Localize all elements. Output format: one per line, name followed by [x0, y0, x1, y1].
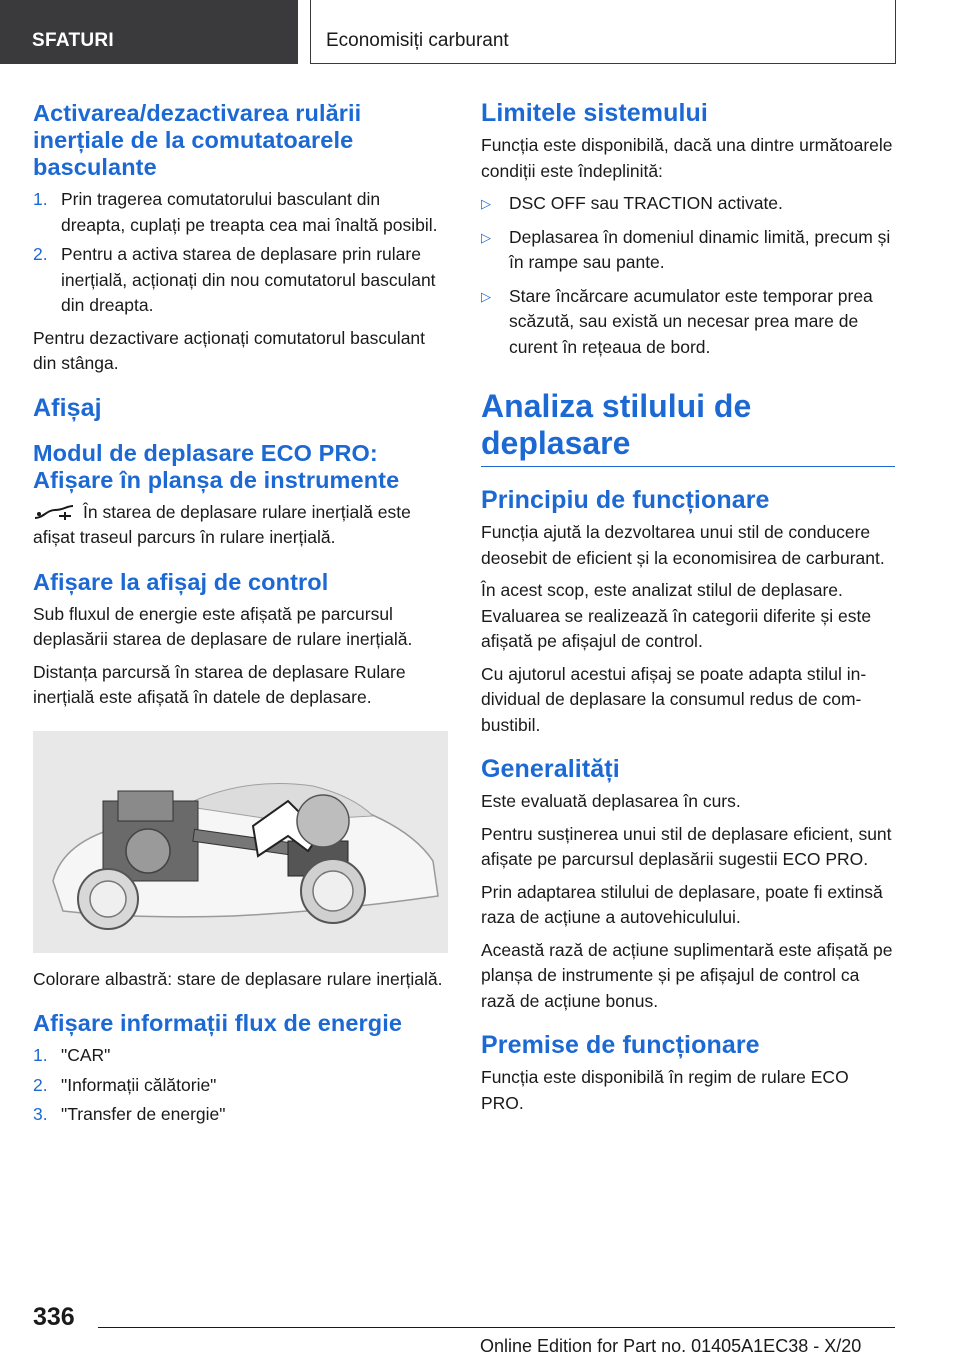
item-text: "Informații călătorie" — [61, 1074, 217, 1095]
paragraph-control-1: Sub fluxul de energie este afișată pe parcursul deplasării starea de deplasare de rulare inerțială. — [33, 603, 413, 649]
heading-flux: Afișare informații flux de energie — [33, 1010, 403, 1036]
item-number: 2. — [33, 1074, 48, 1095]
edition-note: Online Edition for Part no. 01405A1EC38 - X/20 — [480, 1336, 862, 1356]
item-number: 3. — [33, 1104, 48, 1124]
car-drivetrain-image — [33, 731, 448, 953]
item-text: "Transfer de energie" — [61, 1104, 226, 1124]
item-text: "CAR" — [61, 1045, 111, 1065]
paragraph-modul — [33, 500, 448, 551]
activare-steps — [33, 187, 448, 319]
figure-caption: Colorare albastră: stare de deplasare rulare inerțială. — [33, 968, 443, 989]
paragraph-premise: Funcția este disponibilă în regim de rulare ECO PRO. — [481, 1067, 849, 1113]
car-illustration — [33, 731, 448, 953]
left-column — [33, 100, 448, 1135]
chapter-title: Economisiți carburant — [326, 30, 509, 51]
coasting-icon — [33, 504, 77, 520]
chapter-header — [310, 0, 896, 64]
bullet-triangle-icon: ▷ — [481, 196, 491, 211]
step-text: Pentru a activa starea de deplasare prin rulare inerțială, acționați din nou comutatorul basculant din dreapta. — [61, 244, 436, 315]
list-item — [33, 187, 448, 238]
list-item — [481, 284, 895, 361]
list-item — [33, 1102, 448, 1128]
heading-modul: Modul de deplasare ECO PRO: Afișare în planșa de instrumente — [33, 439, 400, 493]
flux-list — [33, 1043, 448, 1128]
bullet-triangle-icon: ▷ — [481, 229, 491, 245]
step-text: Prin tragerea comutatorului basculant din dreapta, cuplați pe treapta cea mai înaltă posibil. — [61, 189, 438, 235]
item-number: 1. — [33, 1045, 48, 1065]
footer-divider — [98, 1327, 895, 1328]
step-number: 2. — [33, 244, 48, 264]
item-text: DSC OFF sau TRACTION activate. — [509, 193, 783, 213]
list-item — [33, 1043, 448, 1069]
limite-list — [481, 191, 895, 360]
paragraph-dezactivare: Pentru dezactivare acționați comutatorul basculant din stânga. — [33, 327, 426, 373]
paragraph-limite: Funcția este disponibilă, dacă una dintre următoarele condiții este îndeplinită: — [481, 135, 893, 181]
heading-limite: Limitele sistemului — [481, 99, 708, 127]
list-item — [481, 191, 895, 217]
chapter-heading-block — [481, 388, 895, 467]
modul-text: În starea de deplasare rulare inerțială este afișat traseul parcurs în rulare inerțială. — [33, 501, 411, 547]
list-item — [33, 1073, 448, 1099]
list-item — [33, 242, 448, 319]
section-title: SFATURI — [32, 30, 114, 51]
right-column — [481, 100, 895, 1123]
list-item — [481, 225, 895, 276]
bullet-triangle-icon: ▷ — [481, 288, 491, 304]
paragraph-principiu-2: În acest scop, este analizat stilul de deplasare. Evaluarea se realizează în categorii diferite și este afișată pe afișajul de control. — [481, 580, 872, 651]
heading-analiza: Analiza stilului de deplasare — [481, 388, 752, 461]
section-tab — [0, 0, 298, 64]
step-number: 1. — [33, 189, 48, 209]
item-text: Stare încărcare acumulator este temporar prea scăzută, sau există un necesar prea mare de curent în rețeaua de bord. — [509, 285, 873, 357]
paragraph-gen-4: Această rază de acțiune suplimentară este afișată pe planșa de instrumente și pe afișajul de control ca rază de acțiune bonus. — [481, 939, 893, 1011]
paragraph-gen-2: Pentru susținerea unui stil de deplasare eficient, sunt afișate pe parcursul deplasării sugestii ECO PRO. — [481, 823, 892, 869]
heading-principiu: Principiu de funcționare — [481, 486, 770, 514]
heading-generalitati: Generalități — [481, 755, 620, 783]
paragraph-gen-3: Prin adaptarea stilului de deplasare, poate fi extinsă raza de acțiune a autovehiculului. — [481, 881, 883, 927]
paragraph-control-2: Distanța parcursă în starea de deplasare Rulare inerțială este afișată în datele de deplasare. — [33, 661, 406, 707]
heading-premise: Premise de funcționare — [481, 1031, 760, 1059]
heading-activare: Activarea/dezactivarea rulării inerțiale de la comutatoarele basculante — [33, 100, 362, 180]
paragraph-gen-1: Este evaluată deplasarea în curs. — [481, 791, 741, 811]
heading-afisaj: Afișaj — [33, 393, 102, 422]
heading-control: Afișare la afișaj de control — [33, 568, 329, 595]
paragraph-principiu-3: Cu ajutorul acestui afișaj se poate adapta stilul individual de deplasare la consumul redus de combustibil. — [481, 663, 867, 735]
item-text: Deplasarea în domeniul dinamic limită, precum și în rampe sau pante. — [509, 226, 891, 272]
paragraph-principiu-1: Funcția ajută la dezvoltarea unui stil de conducere deosebit de eficient și la economisirea de carburant. — [481, 522, 885, 568]
page-number: 336 — [33, 1303, 75, 1331]
